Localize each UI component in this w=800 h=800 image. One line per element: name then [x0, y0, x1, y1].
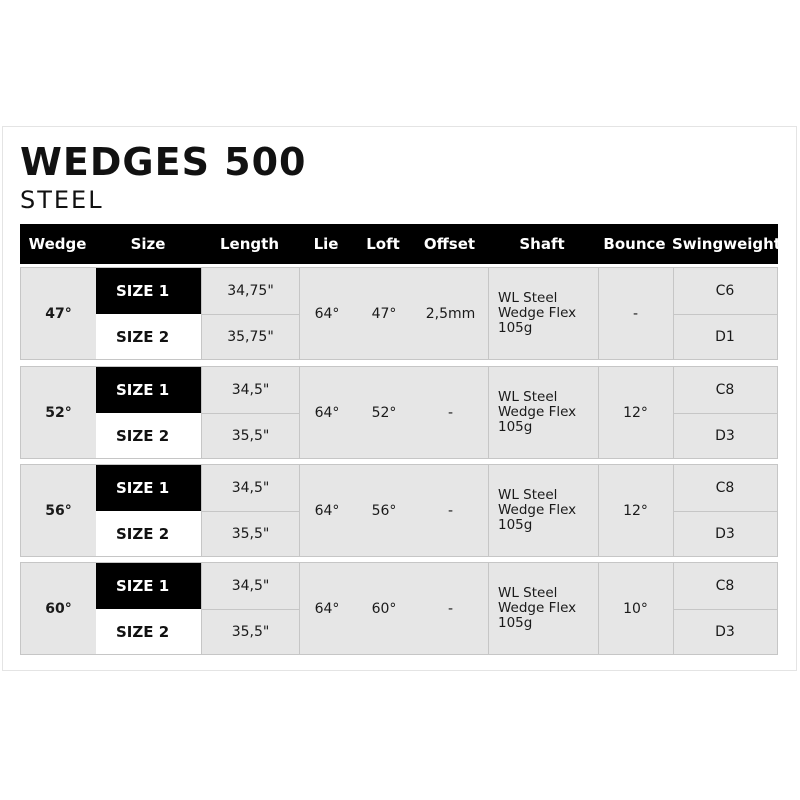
wedge-loft-cell: 52° [45, 404, 72, 421]
header-length: Length [220, 235, 279, 253]
header-wedge: Wedge [28, 235, 87, 253]
size2-label: SIZE 2 [96, 609, 202, 654]
wedge-loft-cell: 56° [45, 502, 72, 519]
swingweight-size2: D3 [715, 525, 735, 542]
header-loft: Loft [366, 235, 400, 253]
swingweight-size2: D1 [715, 328, 735, 345]
bounce-cell: 12° [623, 502, 648, 519]
swingweight-size2: D3 [715, 427, 735, 444]
swingweight-size1: C8 [715, 480, 735, 496]
offset-cell: - [447, 600, 454, 617]
length-size1: 34,5" [231, 578, 270, 594]
header-swingweight: Swingweight [672, 235, 781, 253]
shaft-line: 105g [498, 517, 533, 533]
size2-label: SIZE 2 [96, 413, 202, 458]
header-lie: Lie [313, 235, 339, 253]
swingweight-size1: C8 [715, 382, 735, 398]
shaft-line: 105g [498, 615, 533, 631]
shaft-cell [488, 268, 598, 359]
lie-cell: 64° [314, 404, 340, 421]
shaft-line: WL Steel [498, 290, 558, 306]
loft-cell: 47° [371, 305, 397, 322]
page-title: WEDGES 500 [20, 140, 307, 184]
length-size2: 35,5" [231, 623, 270, 640]
shaft-line: Wedge Flex [498, 600, 577, 616]
size1-label: SIZE 1 [96, 465, 202, 511]
shaft-cell [488, 367, 598, 458]
shaft-cell [488, 563, 598, 654]
length-size2: 35,5" [231, 427, 270, 444]
wedge-loft-cell: 47° [45, 305, 72, 322]
length-size2: 35,75" [227, 328, 274, 345]
wedge-group [20, 366, 778, 459]
offset-cell: - [447, 502, 454, 519]
lie-cell: 64° [314, 502, 340, 519]
swingweight-size2: D3 [715, 623, 735, 640]
shaft-cell [488, 465, 598, 556]
swingweight-size1: C6 [715, 283, 735, 299]
length-size1: 34,5" [231, 480, 270, 496]
wedge-group [20, 562, 778, 655]
size1-label: SIZE 1 [96, 563, 202, 609]
loft-cell: 56° [371, 502, 397, 519]
shaft-line: Wedge Flex [498, 502, 577, 518]
length-size2: 35,5" [231, 525, 270, 542]
header-bounce: Bounce [603, 235, 666, 253]
bounce-cell: 10° [623, 600, 648, 617]
wedge-group [20, 464, 778, 557]
header-shaft: Shaft [519, 235, 565, 253]
size2-label: SIZE 2 [96, 314, 202, 359]
shaft-line: WL Steel [498, 389, 558, 405]
size1-label: SIZE 1 [96, 367, 202, 413]
size1-label: SIZE 1 [96, 268, 202, 314]
loft-cell: 52° [371, 404, 397, 421]
header-size: Size [130, 235, 166, 253]
header-offset: Offset [423, 235, 476, 253]
wedge-loft-cell: 60° [45, 600, 72, 617]
length-size1: 34,5" [231, 382, 270, 398]
offset-cell: 2,5mm [425, 305, 476, 322]
wedge-group [20, 267, 778, 360]
lie-cell: 64° [314, 305, 340, 322]
shaft-line: 105g [498, 419, 533, 435]
offset-cell: - [447, 404, 454, 421]
table-header [20, 224, 781, 264]
swingweight-size1: C8 [715, 578, 735, 594]
shaft-line: WL Steel [498, 585, 558, 601]
length-size1: 34,75" [227, 283, 274, 299]
shaft-line: 105g [498, 320, 533, 336]
bounce-cell: 12° [623, 404, 648, 421]
shaft-line: Wedge Flex [498, 305, 577, 321]
shaft-line: WL Steel [498, 487, 558, 503]
bounce-cell: - [632, 305, 639, 322]
shaft-line: Wedge Flex [498, 404, 577, 420]
page-subtitle: STEEL [20, 186, 104, 214]
size2-label: SIZE 2 [96, 511, 202, 556]
lie-cell: 64° [314, 600, 340, 617]
loft-cell: 60° [371, 600, 397, 617]
